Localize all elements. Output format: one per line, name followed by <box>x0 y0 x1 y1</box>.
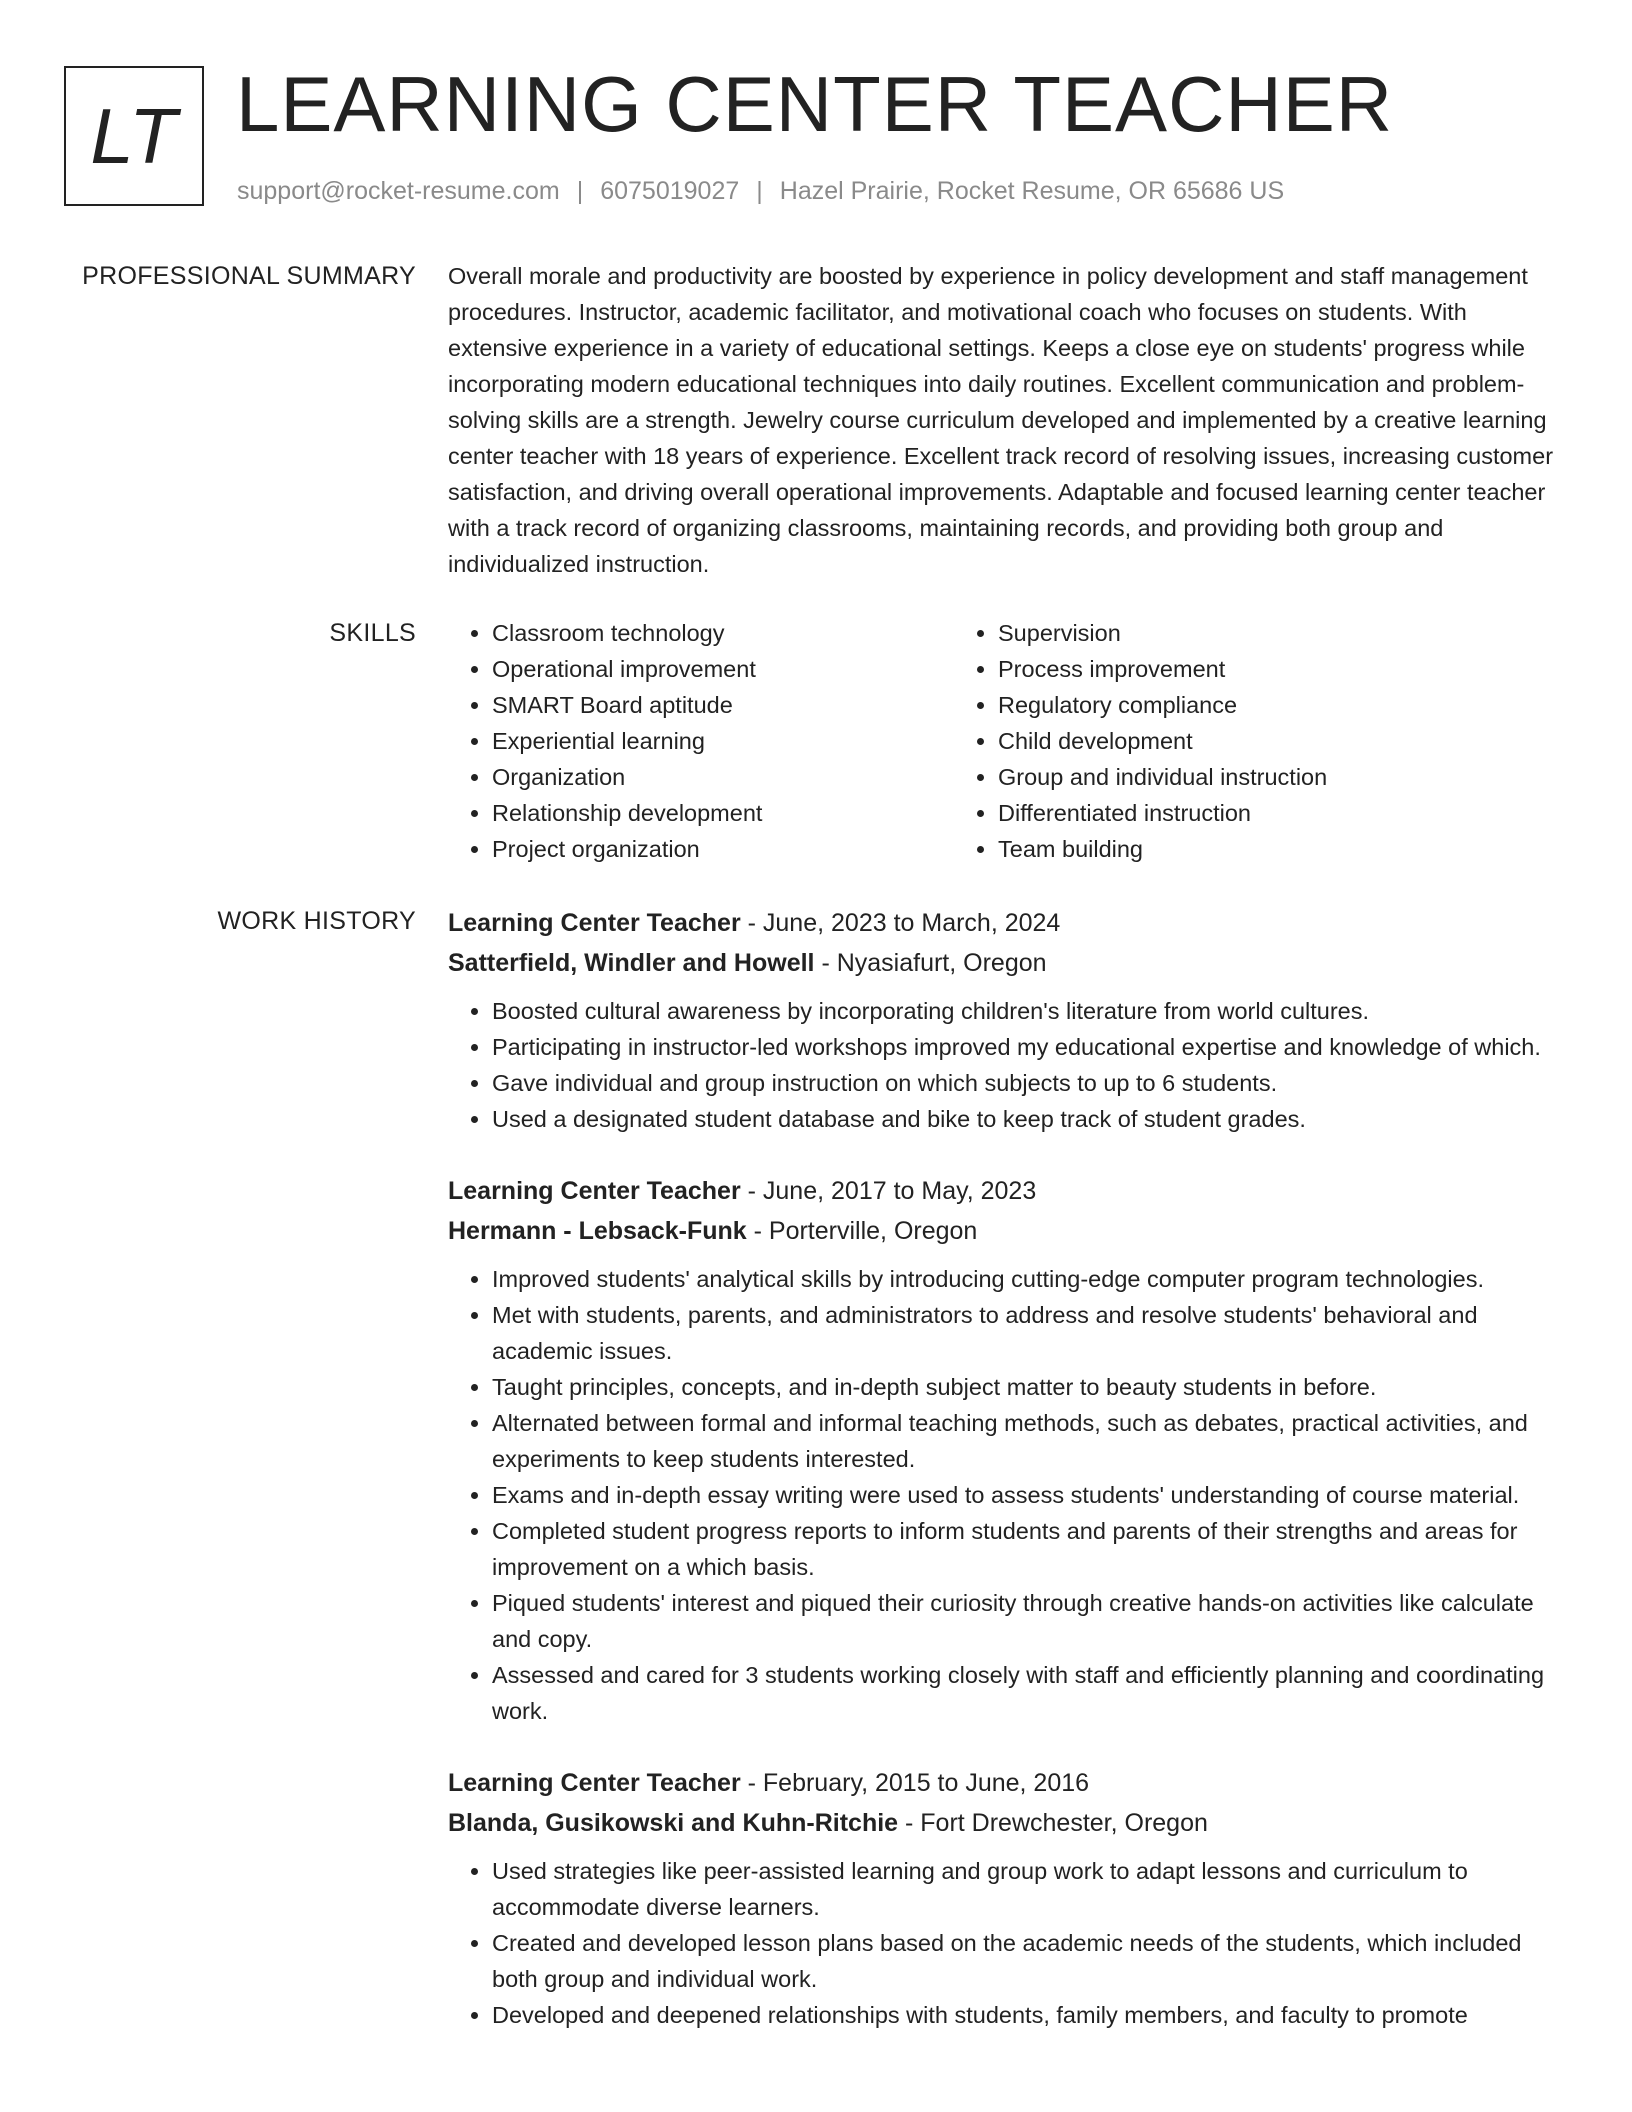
job-bullet: • Improved students' analytical skills by introducing cutting-edge computer program technologies. <box>492 1261 1560 1297</box>
job-company: Hermann - Lebsack-Funk <box>448 1217 747 1245</box>
job-bullet: • Met with students, parents, and administrators to address and resolve students' behavioral and academic issues. <box>492 1297 1560 1369</box>
skill-item: • Experiential learning <box>492 723 954 759</box>
job-bullet: • Assessed and cared for 3 students working closely with staff and efficiently planning and coordinating work. <box>492 1657 1560 1729</box>
contact-line <box>237 176 1284 206</box>
job-dates: - June, 2017 to May, 2023 <box>740 1177 1037 1205</box>
job-title-line <box>448 903 1560 943</box>
skills-body <box>448 615 1560 867</box>
job-title-line <box>448 1171 1560 1211</box>
job-bullet: • Taught principles, concepts, and in-depth subject matter to beauty students in before. <box>492 1369 1560 1405</box>
job-bullet: • Developed and deepened relationships with students, family members, and faculty to promote <box>492 1997 1560 2033</box>
job-role: Learning Center Teacher <box>448 1769 741 1797</box>
summary-body <box>448 258 1560 582</box>
job-location: - Nyasiafurt, Oregon <box>814 949 1047 977</box>
job-bullet: • Boosted cultural awareness by incorporating children's literature from world cultures. <box>492 993 1560 1029</box>
candidate-name: LEARNING CENTER TEACHER <box>236 60 1394 148</box>
skill-item: • SMART Board aptitude <box>492 687 954 723</box>
job-bullet: • Created and developed lesson plans based on the academic needs of the students, which included both group and individual work. <box>492 1925 1560 1997</box>
skill-item: • Child development <box>998 723 1460 759</box>
job-company-line <box>448 1211 1560 1251</box>
job-entry <box>448 1171 1560 1729</box>
job-entry <box>448 1763 1560 2033</box>
monogram-badge <box>64 66 204 206</box>
skill-item: • Regulatory compliance <box>998 687 1460 723</box>
contact-email: support@rocket-resume.com <box>237 177 560 205</box>
contact-phone: 6075019027 <box>600 177 740 205</box>
skills-right-column <box>954 615 1460 867</box>
job-location: - Fort Drewchester, Oregon <box>898 1809 1208 1837</box>
job-title-line <box>448 1763 1560 1803</box>
job-bullet: • Exams and in-depth essay writing were used to assess students' understanding of course material. <box>492 1477 1560 1513</box>
skill-item: • Group and individual instruction <box>998 759 1460 795</box>
job-bullet-list <box>448 993 1560 1137</box>
job-bullet: • Participating in instructor-led workshops improved my educational expertise and knowledge of which. <box>492 1029 1560 1065</box>
contact-separator: | <box>756 177 763 205</box>
skill-item: • Project organization <box>492 831 954 867</box>
job-role: Learning Center Teacher <box>448 909 741 937</box>
job-dates: - February, 2015 to June, 2016 <box>740 1769 1090 1797</box>
job-bullet: • Piqued students' interest and piqued their curiosity through creative hands-on activities like calculate and copy. <box>492 1585 1560 1657</box>
skills-heading: SKILLS <box>329 619 416 647</box>
job-role: Learning Center Teacher <box>448 1177 741 1205</box>
job-company-line <box>448 1803 1560 1843</box>
work-history-body <box>448 903 1560 2067</box>
job-bullet: • Completed student progress reports to inform students and parents of their strengths and areas for improvement on a which basis. <box>492 1513 1560 1585</box>
skill-item: • Relationship development <box>492 795 954 831</box>
skill-item: • Supervision <box>998 615 1460 651</box>
job-bullet: • Used strategies like peer-assisted learning and group work to adapt lessons and curriculum to accommodate diverse learners. <box>492 1853 1560 1925</box>
skill-item: • Classroom technology <box>492 615 954 651</box>
skill-item: • Team building <box>998 831 1460 867</box>
contact-separator: | <box>576 177 584 205</box>
job-company: Blanda, Gusikowski and Kuhn-Ritchie <box>448 1809 899 1837</box>
job-bullet: • Used a designated student database and bike to keep track of student grades. <box>492 1101 1560 1137</box>
job-company: Satterfield, Windler and Howell <box>448 949 815 977</box>
job-location: - Porterville, Oregon <box>746 1217 978 1245</box>
summary-heading: PROFESSIONAL SUMMARY <box>82 262 416 290</box>
monogram-initials: LT <box>90 92 178 180</box>
skill-item: • Operational improvement <box>492 651 954 687</box>
skill-item: • Process improvement <box>998 651 1460 687</box>
job-bullet-list <box>448 1261 1560 1729</box>
contact-address: Hazel Prairie, Rocket Resume, OR 65686 US <box>779 177 1285 205</box>
job-entry <box>448 903 1560 1137</box>
skills-left-column <box>448 615 954 867</box>
skill-item: • Organization <box>492 759 954 795</box>
job-dates: - June, 2023 to March, 2024 <box>740 909 1061 937</box>
skills-grid <box>448 615 1560 867</box>
job-bullet: • Gave individual and group instruction on which subjects to up to 6 students. <box>492 1065 1560 1101</box>
skill-item: • Differentiated instruction <box>998 795 1460 831</box>
job-bullet-list <box>448 1853 1560 2033</box>
work-history-heading: WORK HISTORY <box>217 907 416 935</box>
job-company-line <box>448 943 1560 983</box>
job-bullet: • Alternated between formal and informal teaching methods, such as debates, practical activities, and experiments to keep students interested. <box>492 1405 1560 1477</box>
summary-text: Overall morale and productivity are boosted by experience in policy development and staff management procedures. Instructor, academic facilitator, and motivational coach who focuses on students. With extensive experience in a variety of educational settings. Keeps a close eye on students' progress while incorporating modern educational techniques into daily routines. Excellent communication and problem-solving skills are a strength. Jewelry course curriculum developed and implemented by a creative learning center teacher with 18 years of experience. Excellent track record of resolving issues, increasing customer satisfaction, and driving overall operational improvements. Adaptable and focused learning center teacher with a track record of organizing classrooms, maintaining records, and providing both group and individualized instruction. <box>448 263 1554 577</box>
